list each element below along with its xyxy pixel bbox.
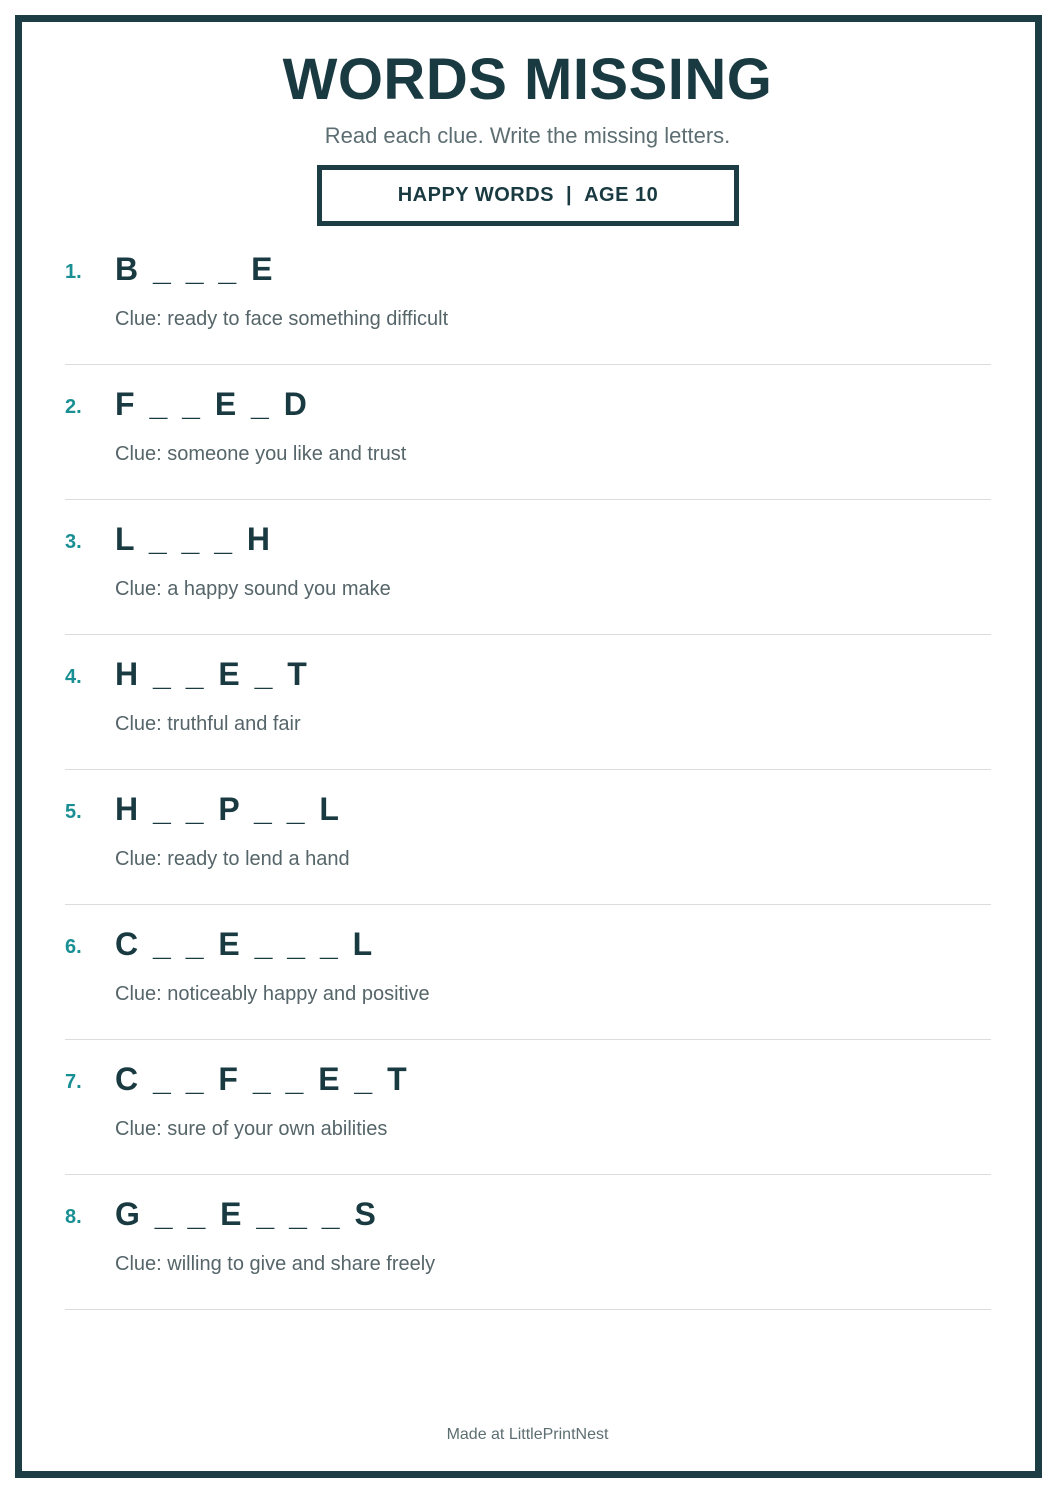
puzzle-item <box>65 230 991 365</box>
word-pattern[interactable]: G _ _ E _ _ _ S <box>115 1196 379 1232</box>
item-clue: Clue: ready to lend a hand <box>115 848 350 870</box>
puzzle-item <box>65 905 991 1040</box>
tag-separator: | <box>566 184 573 206</box>
puzzle-item <box>65 635 991 770</box>
item-number: 5. <box>65 801 82 823</box>
item-clue: Clue: truthful and fair <box>115 713 301 735</box>
item-clue: Clue: noticeably happy and positive <box>115 983 430 1005</box>
item-clue: Clue: someone you like and trust <box>115 443 407 465</box>
item-number: 1. <box>65 261 82 283</box>
puzzle-item <box>65 1175 991 1310</box>
footer-credit: Made at LittlePrintNest <box>446 1426 609 1443</box>
tag-age: AGE 10 <box>584 184 659 206</box>
worksheet-tag-box <box>317 165 739 226</box>
word-pattern[interactable]: C _ _ F _ _ E _ T <box>115 1061 410 1097</box>
word-pattern[interactable]: C _ _ E _ _ _ L <box>115 926 376 962</box>
item-number: 3. <box>65 531 82 553</box>
puzzle-item <box>65 500 991 635</box>
item-number: 6. <box>65 936 82 958</box>
item-clue: Clue: willing to give and share freely <box>115 1253 436 1275</box>
tag-topic: HAPPY WORDS <box>397 184 554 206</box>
item-clue: Clue: ready to face something difficult <box>115 308 449 330</box>
item-clue: Clue: sure of your own abilities <box>115 1118 388 1140</box>
item-number: 4. <box>65 666 82 688</box>
worksheet-title: WORDS MISSING <box>282 47 773 112</box>
item-clue: Clue: a happy sound you make <box>115 578 391 600</box>
word-pattern[interactable]: L _ _ _ H <box>115 521 274 557</box>
puzzle-item <box>65 365 991 500</box>
word-pattern[interactable]: H _ _ E _ T <box>115 656 310 692</box>
item-number: 8. <box>65 1206 82 1228</box>
worksheet-instructions: Read each clue. Write the missing letters. <box>324 123 731 148</box>
item-number: 2. <box>65 396 82 418</box>
puzzle-item <box>65 770 991 905</box>
puzzle-item <box>65 1040 991 1175</box>
word-pattern[interactable]: H _ _ P _ _ L <box>115 791 342 827</box>
word-pattern[interactable]: B _ _ _ E <box>115 251 276 287</box>
word-pattern[interactable]: F _ _ E _ D <box>115 386 310 422</box>
item-number: 7. <box>65 1071 82 1093</box>
